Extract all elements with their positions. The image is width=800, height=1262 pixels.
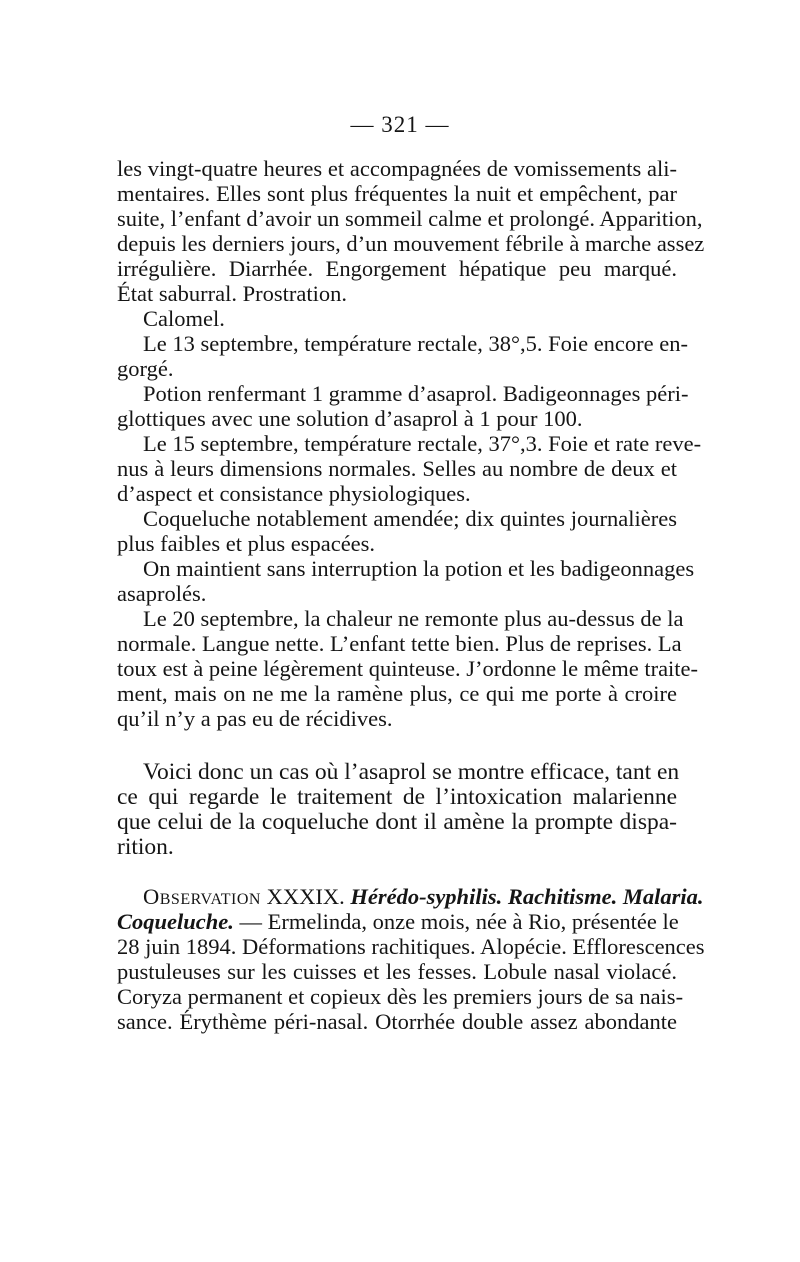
observation-title: Hérédo-syphilis.: [350, 884, 503, 909]
text-line: État saburral. Prostration.: [117, 281, 347, 306]
text-line: suite, l’enfant d’avoir un sommeil calme et prolongé. Apparition,: [117, 206, 703, 231]
observation-text: — Ermelinda, onze mois, née à Rio, présentée le: [239, 909, 679, 934]
text-line: depuis les derniers jours, d’un mouvement fébrile à marche assez: [117, 231, 705, 256]
text-line: Le 20 septembre, la chaleur ne remonte plus au-dessus de la: [143, 606, 684, 631]
text-line: glottiques avec une solution d’asaprol à 1 pour 100.: [117, 406, 583, 431]
text-line: toux est à peine légèrement quinteuse. J’ordonne le même traite-: [117, 656, 699, 681]
observation-heading: [143, 884, 704, 910]
text-line: ment, mais on ne me la ramène plus, ce qui me porte à croire: [117, 681, 677, 706]
text-line: Calomel.: [143, 306, 225, 331]
text-line: Le 13 septembre, température rectale, 38°,5. Foie encore en-: [143, 331, 688, 356]
text-line: ce qui regarde le traitement de l’intoxication malarienne: [117, 784, 677, 810]
observation-label: Observation: [143, 884, 261, 909]
text-line: irrégulière. Diarrhée. Engorgement hépatique peu marqué.: [117, 256, 677, 281]
text-line: asaprolés.: [117, 581, 207, 606]
text-line: Coqueluche notablement amendée; dix quintes journalières: [143, 506, 677, 531]
text-line: que celui de la coqueluche dont il amène la prompte dispa-: [117, 809, 677, 835]
text-line: normale. Langue nette. L’enfant tette bien. Plus de reprises. La: [117, 631, 682, 656]
observation-title: Coqueluche.: [117, 909, 234, 934]
text-line: d’aspect et consistance physiologiques.: [117, 481, 471, 506]
text-line: Potion renfermant 1 gramme d’asaprol. Badigeonnages péri-: [143, 381, 689, 406]
text-line: On maintient sans interruption la potion et les badigeonnages: [143, 556, 695, 581]
text-line: nus à leurs dimensions normales. Selles au nombre de deux et: [117, 456, 677, 481]
observation-title: Rachitisme.: [507, 884, 618, 909]
observation-line: [117, 909, 677, 935]
text-line: mentaires. Elles sont plus fréquentes la nuit et empêchent, par: [117, 181, 677, 206]
text-line: plus faibles et plus espacées.: [117, 531, 376, 556]
text-line: rition.: [117, 834, 174, 860]
text-line: gorgé.: [117, 356, 174, 381]
observation-line: 28 juin 1894. Déformations rachitiques. Alopécie. Efflorescences: [117, 934, 705, 959]
text-line: Le 15 septembre, température rectale, 37°,3. Foie et rate reve-: [143, 431, 702, 456]
observation-title: Malaria.: [622, 884, 704, 909]
observation-line: pustuleuses sur les cuisses et les fesses. Lobule nasal violacé.: [117, 959, 677, 984]
observation-number: XXXIX.: [266, 884, 345, 909]
text-line: Voici donc un cas où l’asaprol se montre efficace, tant en: [143, 759, 680, 785]
observation-line: Coryza permanent et copieux dès les premiers jours de sa nais-: [117, 984, 684, 1009]
text-line: les vingt-quatre heures et accompagnées de vomissements ali-: [117, 156, 677, 181]
text-line: qu’il n’y a pas eu de récidives.: [117, 706, 393, 731]
observation-line: sance. Érythème péri-nasal. Otorrhée double assez abondante: [117, 1009, 677, 1034]
page-number: — 321 —: [350, 112, 450, 137]
